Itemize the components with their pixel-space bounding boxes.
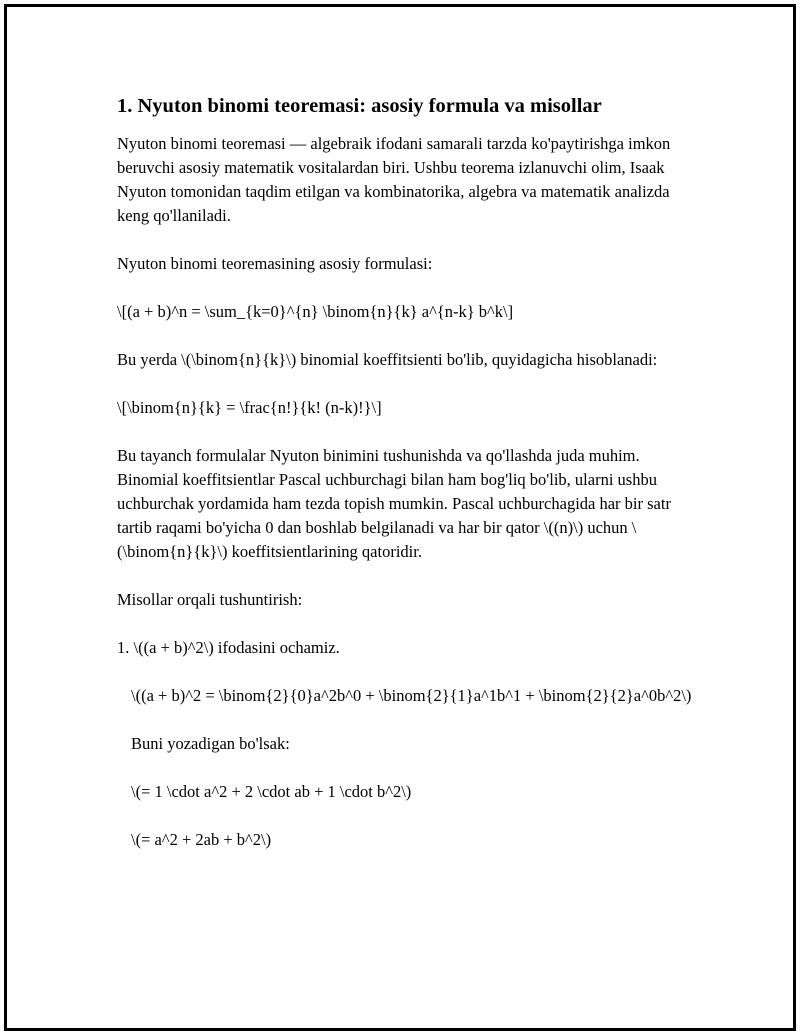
paragraph-coefficient-intro: Bu yerda \(\binom{n}{k}\) binomial koeffitsienti bo'lib, quyidagicha hisoblanadi: — [117, 350, 658, 369]
formula-binomial-theorem: \[(a + b)^n = \sum_{k=0}^{n} \binom{n}{k} a^{n-k} b^k\] — [117, 302, 514, 321]
example-1-step-1: \(= 1 \cdot a^2 + 2 \cdot ab + 1 \cdot b^2\) — [131, 782, 412, 801]
formula-binomial-coefficient: \[\binom{n}{k} = \frac{n!}{k! (n-k)!}\] — [117, 398, 382, 417]
document-body — [117, 92, 697, 876]
paragraph-examples-intro: Misollar orqali tushuntirish: — [117, 590, 303, 609]
example-1-expansion: \((a + b)^2 = \binom{2}{0}a^2b^0 + \binom{2}{1}a^1b^1 + \binom{2}{2}a^0b^2\) — [131, 686, 692, 705]
paragraph-pascal-triangle: Bu tayanch formulalar Nyuton binimini tushunishda va qo'llashda juda muhim. Binomial koeffitsientlar Pascal uchburchagi bilan ham bog'liq bo'lib, ularni ushbu uchburchak yordamida ham tezda topish mumkin. Pascal uchburchagida har bir satr tartib raqami bo'yicha 0 dan boshlab belgilanadi va har bir qator \((n)\) uchun \(\binom{n}{k}\) koeffitsientlarining qatoridir. — [117, 446, 676, 561]
document-title: 1. Nyuton binomi teoremasi: asosiy formula va misollar — [117, 95, 602, 117]
paragraph-formula-intro: Nyuton binomi teoremasining asosiy formulasi: — [117, 254, 433, 273]
example-1-write-intro: Buni yozadigan bo'lsak: — [131, 734, 290, 753]
example-1-step-2: \(= a^2 + 2ab + b^2\) — [131, 830, 272, 849]
example-1-heading: 1. \((a + b)^2\) ifodasini ochamiz. — [117, 638, 340, 657]
paragraph-intro: Nyuton binomi teoremasi — algebraik ifodani samarali tarzda ko'paytirishga imkon beruvchi asosiy matematik vositalardan biri. Ushbu teorema izlanuvchi olim, Isaak Nyuton tomonidan taqdim etilgan va kombinatorika, algebra va matematik analizda keng qo'llaniladi. — [117, 134, 675, 225]
